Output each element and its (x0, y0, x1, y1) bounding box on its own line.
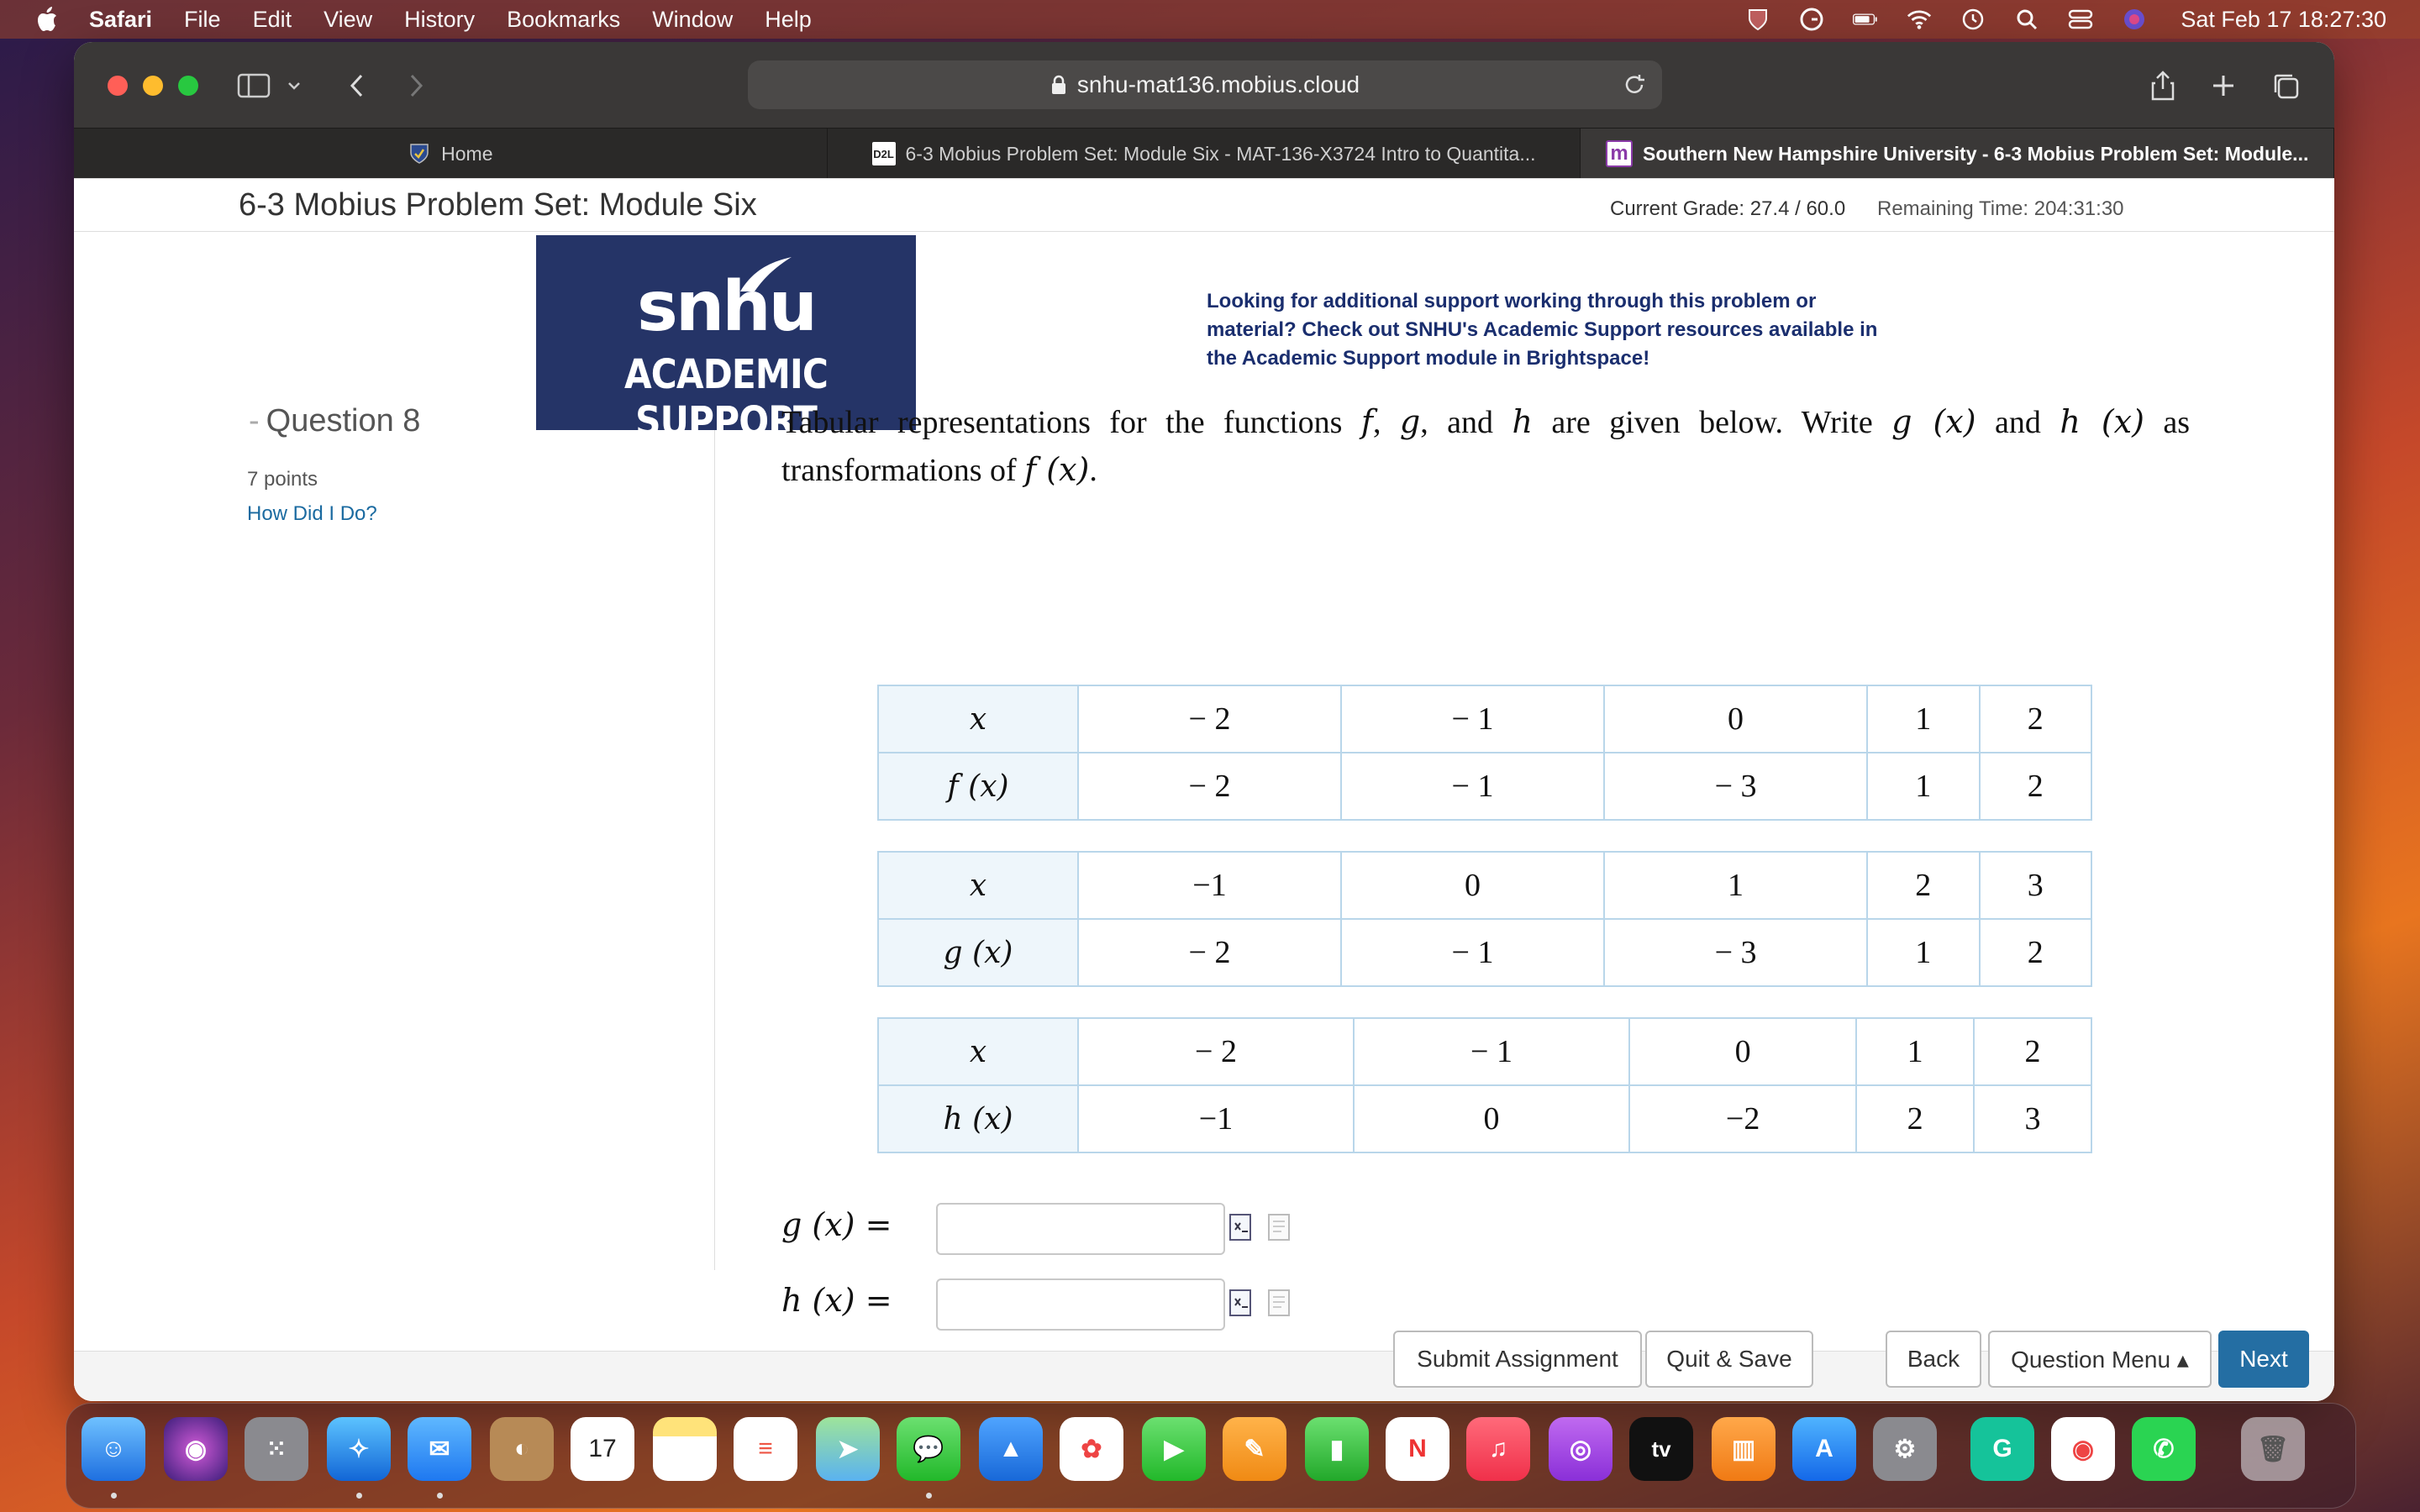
support-message: Looking for additional support working through this problem or material? Check out SNHU's Academic Support resources available in the Academic Support module in Brightspace! (1207, 290, 1878, 370)
spotlight-search-icon[interactable] (2014, 7, 2039, 32)
notes-icon[interactable] (653, 1417, 717, 1481)
table-cell: − 3 (1604, 919, 1867, 986)
qtext-period: . (1089, 453, 1097, 488)
grammarly-status-icon[interactable] (1799, 7, 1824, 32)
mobius-icon: m (1606, 140, 1633, 167)
table-cell: 1 (1604, 852, 1867, 919)
news-icon[interactable]: N (1386, 1417, 1449, 1481)
zoom-window-button[interactable] (178, 76, 198, 96)
chrome-icon[interactable]: ◉ (2051, 1417, 2115, 1481)
page-content (74, 178, 2334, 1401)
siri-icon[interactable] (2122, 7, 2147, 32)
next-button[interactable]: Next (2218, 1331, 2309, 1388)
table-cell: − 2 (1078, 753, 1341, 820)
apple-tv-icon[interactable]: tv (1629, 1417, 1693, 1481)
qtext-hx: h (x) (2060, 403, 2144, 440)
safari-window (74, 42, 2334, 1401)
table-cell: 1 (1867, 919, 1979, 986)
table-cell: − 1 (1341, 753, 1604, 820)
wifi-icon[interactable] (1907, 7, 1932, 32)
contacts-icon[interactable]: ◐ (490, 1417, 554, 1481)
tab-overview-icon[interactable] (2267, 67, 2304, 104)
menu-file[interactable]: File (184, 6, 221, 32)
apple-icon[interactable] (34, 5, 59, 34)
launchpad-icon[interactable]: ⁙ (245, 1417, 308, 1481)
back-nav-icon[interactable] (339, 67, 376, 104)
lock-icon (1050, 75, 1067, 95)
numbers-icon[interactable]: ▮ (1305, 1417, 1369, 1481)
preview-icon[interactable] (1267, 1289, 1291, 1317)
banner-subtitle: ACADEMIC SUPPORT (623, 351, 828, 445)
tab-mobius[interactable] (1581, 129, 2334, 179)
sidebar-toggle-icon[interactable] (235, 67, 272, 104)
table-cell: 0 (1341, 852, 1604, 919)
reminders-icon[interactable]: ≡ (734, 1417, 797, 1481)
menu-edit[interactable]: Edit (252, 6, 292, 32)
table-cell: 2 (1980, 753, 2091, 820)
messages-icon[interactable]: 💬 (897, 1417, 960, 1481)
qtext-part: as transformations of (781, 405, 2190, 488)
tab-bar (74, 128, 2334, 179)
table-f-x-label: x (878, 685, 1078, 753)
mail-icon[interactable]: ✉ (408, 1417, 471, 1481)
qtext-g: g (1399, 403, 1421, 440)
d2l-icon: D2L (872, 142, 896, 165)
table-cell: 2 (1856, 1085, 1974, 1152)
maps-icon[interactable]: ➤ (816, 1417, 880, 1481)
reload-icon[interactable] (1622, 72, 1647, 97)
tab-d2l-label: 6-3 Mobius Problem Set: Module Six - MAT-136-X3724 Intro to Quantita... (905, 142, 1536, 165)
equation-editor-icon[interactable] (1228, 1289, 1252, 1317)
finder-icon[interactable]: ☺ (82, 1417, 145, 1481)
question-label[interactable] (249, 403, 420, 439)
qtext-gx: g (x) (1891, 403, 1976, 440)
menu-app-name[interactable]: Safari (89, 6, 153, 32)
browser-toolbar (74, 42, 2334, 128)
remaining-time-value: 204:31:30 (2033, 197, 2124, 220)
pages-icon[interactable]: ✎ (1223, 1417, 1286, 1481)
table-h-y-label: h (x) (878, 1085, 1078, 1152)
photos-icon[interactable]: ✿ (1060, 1417, 1123, 1481)
share-icon[interactable] (2144, 67, 2181, 104)
page-title: 6-3 Mobius Problem Set: Module Six (239, 187, 757, 223)
system-settings-icon[interactable]: ⚙ (1873, 1417, 1937, 1481)
assignment-header (74, 178, 2334, 232)
table-h (877, 1017, 2092, 1153)
table-cell: 0 (1354, 1085, 1629, 1152)
keynote-icon[interactable]: ▲ (979, 1417, 1043, 1481)
table-cell: − 1 (1341, 919, 1604, 986)
trash-icon[interactable]: 🗑 (2241, 1417, 2305, 1481)
g-answer-input[interactable] (936, 1203, 1225, 1255)
remaining-time (1877, 197, 2124, 221)
table-cell: 0 (1604, 685, 1867, 753)
table-row (878, 685, 2091, 753)
qtext-h: h (1512, 403, 1533, 440)
app-store-icon[interactable]: A (1792, 1417, 1856, 1481)
table-g (877, 851, 2092, 987)
battery-icon[interactable] (1853, 7, 1878, 32)
table-cell: 3 (1974, 1085, 2091, 1152)
podcasts-icon[interactable]: ◎ (1549, 1417, 1612, 1481)
url-text: snhu-mat136.mobius.cloud (1076, 71, 1360, 97)
calendar-icon[interactable]: 17 (571, 1417, 634, 1481)
table-row (878, 919, 2091, 986)
facetime-icon[interactable]: ▶ (1142, 1417, 1206, 1481)
control-center-icon[interactable] (2068, 7, 2093, 32)
qtext-fx: f (x) (1024, 451, 1090, 488)
menu-history[interactable]: History (404, 6, 476, 32)
table-cell: 2 (1867, 852, 1979, 919)
music-icon[interactable]: ♫ (1466, 1417, 1530, 1481)
books-icon[interactable]: ▥ (1712, 1417, 1776, 1481)
preview-icon[interactable] (1267, 1213, 1291, 1242)
new-tab-icon[interactable] (2205, 67, 2242, 104)
table-cell: −1 (1078, 852, 1341, 919)
how-did-i-do-link[interactable]: How Did I Do? (247, 502, 377, 525)
menu-clock[interactable]: Sat Feb 17 18:27:30 (2181, 6, 2386, 32)
question-number: Question 8 (266, 403, 421, 438)
tab-d2l[interactable] (828, 129, 1581, 179)
table-cell: − 1 (1341, 685, 1604, 753)
qtext-part: are given below. Write (1532, 405, 1892, 440)
table-row (878, 1018, 2091, 1085)
table-cell: − 3 (1604, 753, 1867, 820)
table-cell: 2 (1974, 1018, 2091, 1085)
table-cell: 0 (1629, 1018, 1856, 1085)
time-machine-icon[interactable] (1960, 7, 1986, 32)
table-cell: − 1 (1354, 1018, 1629, 1085)
table-f (877, 685, 2092, 821)
table-row (878, 753, 2091, 820)
h-answer-input[interactable] (936, 1278, 1225, 1331)
siri-app-icon[interactable]: ◉ (164, 1417, 228, 1481)
tab-home-label: Home (441, 142, 493, 165)
menu-bar (0, 0, 2420, 39)
table-cell: 1 (1856, 1018, 1974, 1085)
chevron-down-icon[interactable] (276, 67, 313, 104)
question-points: 7 points (247, 468, 318, 491)
quit-save-button[interactable]: Quit & Save (1645, 1331, 1813, 1388)
menu-window[interactable]: Window (652, 6, 734, 32)
qtext-part: Tabular representations for the functions (781, 405, 1361, 440)
dock (66, 1403, 2356, 1509)
table-f-y-label: f (x) (878, 753, 1078, 820)
question-sidebar (74, 430, 715, 1270)
table-cell: 2 (1980, 685, 2091, 753)
address-bar[interactable] (748, 60, 1662, 109)
safari-app-icon[interactable]: ✧ (327, 1417, 391, 1481)
remaining-time-label: Remaining Time: (1877, 197, 2029, 220)
menu-help[interactable]: Help (765, 6, 812, 32)
close-window-button[interactable] (108, 76, 128, 96)
qtext-and: and (1447, 405, 1494, 440)
menu-view[interactable]: View (324, 6, 373, 32)
current-grade: Current Grade: 27.4 / 60.0 (1610, 197, 1846, 220)
h-answer-label: h (x) = (781, 1282, 892, 1319)
equation-editor-icon[interactable] (1228, 1213, 1252, 1242)
table-g-y-label: g (x) (878, 919, 1078, 986)
question-text: Tabular representations for the functions f, g, and h are given below. Write g (x) and h (x) as transformations of f (x). (781, 403, 2190, 488)
table-cell: − 2 (1078, 919, 1341, 986)
question-menu-button[interactable]: Question Menu ▴ (1988, 1331, 2212, 1388)
collapse-icon[interactable]: - (249, 403, 260, 438)
submit-assignment-button[interactable]: Submit Assignment (1393, 1331, 1642, 1388)
table-cell: − 2 (1078, 1018, 1354, 1085)
banner-logo-text: snhu (637, 267, 815, 347)
tab-home[interactable] (74, 129, 828, 179)
qtext-f: f (1360, 403, 1373, 440)
table-cell: 2 (1980, 919, 2091, 986)
shield-icon (408, 142, 431, 165)
qtext-and: and (1995, 405, 2041, 440)
table-h-x-label: x (878, 1018, 1078, 1085)
table-row (878, 1085, 2091, 1152)
back-button[interactable]: Back (1886, 1331, 1981, 1388)
g-answer-label: g (x) = (781, 1206, 892, 1243)
table-cell: 1 (1867, 753, 1979, 820)
table-cell: − 2 (1078, 685, 1341, 753)
minimize-window-button[interactable] (143, 76, 163, 96)
menu-bookmarks[interactable]: Bookmarks (507, 6, 621, 32)
table-cell: −1 (1078, 1085, 1354, 1152)
forward-nav-icon[interactable] (397, 67, 434, 104)
whatsapp-icon[interactable]: ✆ (2132, 1417, 2196, 1481)
table-cell: −2 (1629, 1085, 1856, 1152)
table-g-x-label: x (878, 852, 1078, 919)
tab-mobius-label: Southern New Hampshire University - 6-3 Mobius Problem Set: Module... (1643, 142, 2309, 165)
table-cell: 1 (1867, 685, 1979, 753)
window-controls (108, 76, 198, 96)
shield-status-icon[interactable] (1745, 7, 1770, 32)
table-row (878, 852, 2091, 919)
grammarly-app-icon[interactable]: G (1970, 1417, 2034, 1481)
table-cell: 3 (1980, 852, 2091, 919)
